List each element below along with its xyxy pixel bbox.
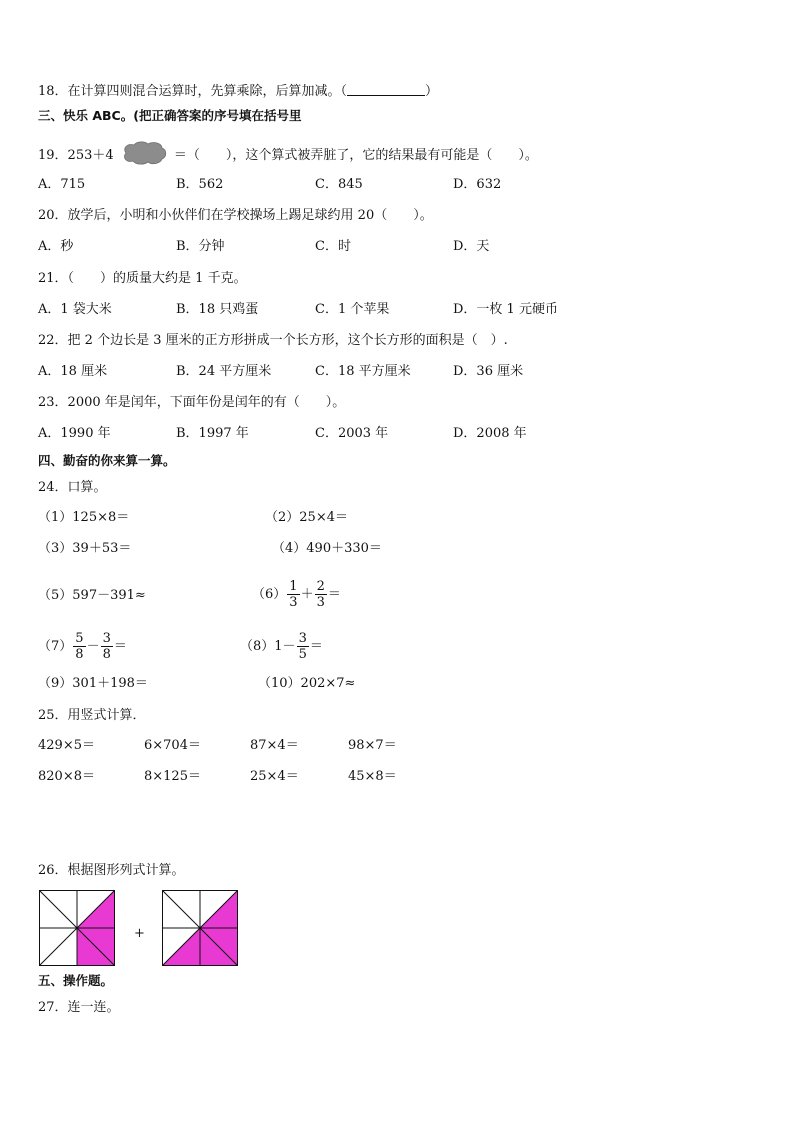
fraction: $\frac{3}{5}$ bbox=[298, 631, 307, 662]
q24-item-9: （9）301＋198＝ bbox=[38, 676, 148, 691]
q21-option-c[interactable]: C．1 个苹果 bbox=[315, 302, 390, 317]
section-3-title: 三、快乐 ABC。(把正确答案的序号填在括号里 bbox=[38, 108, 302, 123]
q24-item-10: （10）202×7≈ bbox=[258, 676, 356, 691]
q24-item-1: （1）125×8＝ bbox=[38, 510, 130, 525]
question-27-title: 27．连一连。 bbox=[38, 1000, 120, 1015]
fraction: $\frac{3}{8}$ bbox=[102, 631, 111, 662]
q22-option-d[interactable]: D．36 厘米 bbox=[453, 364, 524, 379]
answer-blank-18[interactable] bbox=[347, 83, 425, 96]
q25-problem: 6×704＝ bbox=[144, 738, 201, 753]
q20-option-d[interactable]: D．天 bbox=[453, 239, 490, 254]
q25-problem: 429×5＝ bbox=[38, 738, 95, 753]
fraction: $\frac{1}{3}$ bbox=[289, 579, 298, 610]
question-26-title: 26．根据图形列式计算。 bbox=[38, 863, 185, 878]
plus-sign: + bbox=[134, 926, 145, 941]
q23-option-c[interactable]: C．2003 年 bbox=[315, 426, 389, 441]
q24-item-3: （3）39＋53＝ bbox=[38, 541, 132, 556]
q23-option-d[interactable]: D．2008 年 bbox=[453, 426, 527, 441]
question-19: 19．253＋4 ＝（ ），这个算式被弄脏了，它的结果最有可能是（ ）。 bbox=[38, 141, 538, 165]
q21-option-d[interactable]: D．一枚 1 元硬币 bbox=[453, 302, 558, 317]
question-18-text: 18．在计算四则混合运算时，先算乘除，后算加减。（ bbox=[38, 84, 348, 99]
q21-option-b[interactable]: B．18 只鸡蛋 bbox=[176, 302, 259, 317]
section-4-title: 四、勤奋的你来算一算。 bbox=[38, 453, 176, 468]
q24-item-6: （6） $\frac{1}{3}$ ＋ $\frac{2}{3}$ ＝ bbox=[252, 579, 341, 610]
question-24-title: 24．口算。 bbox=[38, 480, 107, 495]
q23-option-b[interactable]: B．1997 年 bbox=[176, 426, 249, 441]
q25-problem: 820×8＝ bbox=[38, 769, 95, 784]
q23-option-a[interactable]: A．1990 年 bbox=[38, 426, 111, 441]
q19-option-d[interactable]: D．632 bbox=[453, 177, 502, 192]
q24-item-5: （5）597－391≈ bbox=[38, 588, 146, 603]
q24-item-8: （8）1－ $\frac{3}{5}$ ＝ bbox=[240, 631, 323, 662]
section-5-title: 五、操作题。 bbox=[38, 973, 114, 988]
fraction-square-figure-2 bbox=[162, 890, 238, 966]
q25-problem: 87×4＝ bbox=[250, 738, 299, 753]
q20-option-b[interactable]: B．分钟 bbox=[176, 239, 225, 254]
fraction-square-figure-1 bbox=[39, 890, 115, 966]
q24-item-7: （7） $\frac{5}{8}$ － $\frac{3}{8}$ ＝ bbox=[38, 631, 127, 662]
q22-option-b[interactable]: B．24 平方厘米 bbox=[176, 364, 272, 379]
question-22-text: 22．把 2 个边长是 3 厘米的正方形拼成一个长方形，这个长方形的面积是（ ）. bbox=[38, 333, 508, 348]
q25-problem: 98×7＝ bbox=[348, 738, 397, 753]
fraction: $\frac{2}{3}$ bbox=[316, 579, 325, 610]
question-20-text: 20．放学后，小明和小伙伴们在学校操场上踢足球约用 20（ ）。 bbox=[38, 208, 433, 223]
q25-problem: 8×125＝ bbox=[144, 769, 201, 784]
q21-option-a[interactable]: A．1 袋大米 bbox=[38, 302, 112, 317]
q19-option-a[interactable]: A．715 bbox=[38, 177, 86, 192]
q24-item-2: （2）25×4＝ bbox=[265, 510, 348, 525]
q25-problem: 25×4＝ bbox=[250, 769, 299, 784]
fraction: $\frac{5}{8}$ bbox=[75, 631, 84, 662]
smudge-blot-icon bbox=[120, 141, 168, 165]
q22-option-c[interactable]: C．18 平方厘米 bbox=[315, 364, 411, 379]
question-25-title: 25．用竖式计算． bbox=[38, 708, 146, 723]
question-21-text: 21．（ ）的质量大约是 1 千克。 bbox=[38, 271, 247, 286]
q19-option-c[interactable]: C．845 bbox=[315, 177, 363, 192]
q19-option-b[interactable]: B．562 bbox=[176, 177, 224, 192]
q20-option-c[interactable]: C．时 bbox=[315, 239, 351, 254]
question-18: 18．在计算四则混合运算时，先算乘除，后算加减。（ ） bbox=[38, 84, 439, 99]
q25-problem: 45×8＝ bbox=[348, 769, 397, 784]
q20-option-a[interactable]: A．秒 bbox=[38, 239, 74, 254]
q22-option-a[interactable]: A．18 厘米 bbox=[38, 364, 108, 379]
q24-item-4: （4）490＋330＝ bbox=[272, 541, 382, 556]
question-23-text: 23．2000 年是闰年，下面年份是闰年的有（ ）。 bbox=[38, 395, 346, 410]
